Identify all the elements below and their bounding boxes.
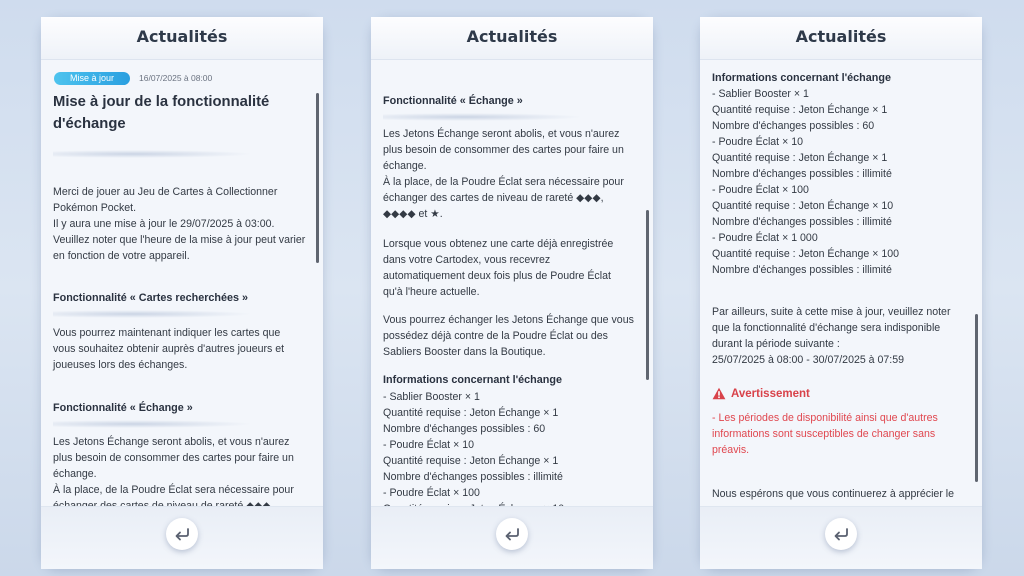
info-line: - Sablier Booster × 1 xyxy=(383,391,480,403)
info-line: Quantité requise : Jeton Échange × 10 xyxy=(712,200,894,212)
section-line: À la place, de la Poudre Éclat sera nécessaire pour xyxy=(383,176,624,188)
warning-line: informations sont susceptibles de changer sans xyxy=(712,428,936,440)
section-line: Les Jetons Échange seront abolis, et vous n'aurez xyxy=(383,128,620,140)
news-scroll-area[interactable] xyxy=(700,60,982,522)
info-line: - Sablier Booster × 1 xyxy=(712,88,809,100)
notice-line: durant la période suivante : xyxy=(712,338,840,350)
scrollbar[interactable] xyxy=(975,314,978,482)
info-line: Nombre d'échanges possibles : illimité xyxy=(712,264,892,276)
section-line: plus besoin de consommer des cartes pour faire un xyxy=(383,144,624,156)
panel-title: Actualités xyxy=(371,17,653,60)
panel-footer xyxy=(371,506,653,569)
section-line: plus besoin de consommer des cartes pour faire un xyxy=(53,452,294,464)
info-line: - Poudre Éclat × 10 xyxy=(383,439,474,451)
news-scroll-area[interactable] xyxy=(41,60,323,522)
info-heading: Informations concernant l'échange xyxy=(712,72,891,84)
intro-line: Veuillez noter que l'heure de la mise à jour peut varier xyxy=(53,234,306,246)
info-line: - Poudre Éclat × 1 000 xyxy=(712,232,818,244)
title-divider xyxy=(53,150,253,158)
warning-heading xyxy=(712,387,810,400)
scrollbar[interactable] xyxy=(646,210,649,380)
info-line: - Poudre Éclat × 100 xyxy=(383,487,480,499)
section-line: Sabliers Booster dans la Boutique. xyxy=(383,346,546,358)
intro-line: en fonction de votre appareil. xyxy=(53,250,190,262)
panel-footer xyxy=(700,506,982,569)
panel-title: Actualités xyxy=(41,17,323,60)
info-heading: Informations concernant l'échange xyxy=(383,374,562,386)
return-arrow-icon xyxy=(173,527,191,541)
section-line: Vous pourrez maintenant indiquer les cartes que xyxy=(53,327,281,339)
section-line: possédez déjà contre de la Poudre Éclat ou des xyxy=(383,330,608,342)
section-line: dans votre Cartodex, vous recevrez xyxy=(383,254,551,266)
info-line: Quantité requise : Jeton Échange × 1 xyxy=(712,152,888,164)
section-divider xyxy=(383,113,583,121)
panel-title: Actualités xyxy=(700,17,982,60)
section-line: ◆◆◆◆ et ★. xyxy=(383,208,443,220)
closing-line: Nous espérons que vous continuerez à apprécier le xyxy=(712,488,955,500)
back-button[interactable] xyxy=(825,518,857,550)
scrollbar[interactable] xyxy=(316,93,319,263)
info-line: - Poudre Éclat × 10 xyxy=(712,136,803,148)
news-panel-1 xyxy=(41,17,323,569)
section-line: échange. xyxy=(383,160,427,172)
notice-line: 25/07/2025 à 08:00 - 30/07/2025 à 07:59 xyxy=(712,354,905,366)
info-line: Quantité requise : Jeton Échange × 100 xyxy=(712,248,899,260)
notice-line: Par ailleurs, suite à cette mise à jour, veuillez noter xyxy=(712,306,951,318)
section-line: À la place, de la Poudre Éclat sera nécessaire pour xyxy=(53,484,294,496)
info-line: - Poudre Éclat × 100 xyxy=(712,184,809,196)
section-heading: Fonctionnalité « Échange » xyxy=(53,402,193,414)
warning-triangle-icon xyxy=(712,387,726,400)
section-line: Vous pourrez échanger les Jetons Échange que vous xyxy=(383,314,634,326)
section-line: vous souhaitez obtenir auprès d'autres joueurs et xyxy=(53,343,285,355)
return-arrow-icon xyxy=(832,527,850,541)
section-line: qu'à l'heure actuelle. xyxy=(383,286,480,298)
back-button[interactable] xyxy=(166,518,198,550)
info-line: Quantité requise : Jeton Échange × 1 xyxy=(712,104,888,116)
section-line: automatiquement deux fois plus de Poudre Éclat xyxy=(383,270,611,282)
section-line: Lorsque vous obtenez une carte déjà enregistrée xyxy=(383,238,614,250)
intro-line: Merci de jouer au Jeu de Cartes à Collectionner xyxy=(53,186,278,198)
intro-line: Pokémon Pocket. xyxy=(53,202,137,214)
section-heading: Fonctionnalité « Cartes recherchées » xyxy=(53,292,249,304)
section-line: échanger des cartes de niveau de rareté ◆◆◆, xyxy=(383,192,604,204)
warning-line: - Les périodes de disponibilité ainsi que d'autres xyxy=(712,412,938,424)
info-line: Nombre d'échanges possibles : illimité xyxy=(712,168,892,180)
info-line: Quantité requise : Jeton Échange × 1 xyxy=(383,455,559,467)
notice-line: que la fonctionnalité d'échange sera indisponible xyxy=(712,322,941,334)
section-line: Les Jetons Échange seront abolis, et vous n'aurez xyxy=(53,436,290,448)
section-heading: Fonctionnalité « Échange » xyxy=(383,95,523,107)
warning-line: préavis. xyxy=(712,444,750,456)
info-line: Nombre d'échanges possibles : 60 xyxy=(712,120,875,132)
news-panel-3 xyxy=(700,17,982,569)
news-panel-2 xyxy=(371,17,653,569)
section-line: échange. xyxy=(53,468,97,480)
panel-footer xyxy=(41,506,323,569)
return-arrow-icon xyxy=(503,527,521,541)
update-badge: Mise à jour xyxy=(54,72,130,85)
section-line: joueuses lors des échanges. xyxy=(53,359,188,371)
news-title-line: Mise à jour de la fonctionnalité xyxy=(53,94,270,110)
warning-title: Avertissement xyxy=(731,387,810,400)
section-divider xyxy=(53,420,253,428)
news-title-line: d'échange xyxy=(53,116,126,132)
section-divider xyxy=(53,310,253,318)
info-line: Nombre d'échanges possibles : illimité xyxy=(712,216,892,228)
news-date: 16/07/2025 à 08:00 xyxy=(139,73,213,83)
info-line: Nombre d'échanges possibles : 60 xyxy=(383,423,546,435)
info-line: Nombre d'échanges possibles : illimité xyxy=(383,471,563,483)
back-button[interactable] xyxy=(496,518,528,550)
news-scroll-area[interactable] xyxy=(371,60,653,522)
info-line: Quantité requise : Jeton Échange × 1 xyxy=(383,407,559,419)
intro-line: Il y aura une mise à jour le 29/07/2025 à 03:00. xyxy=(53,218,275,230)
